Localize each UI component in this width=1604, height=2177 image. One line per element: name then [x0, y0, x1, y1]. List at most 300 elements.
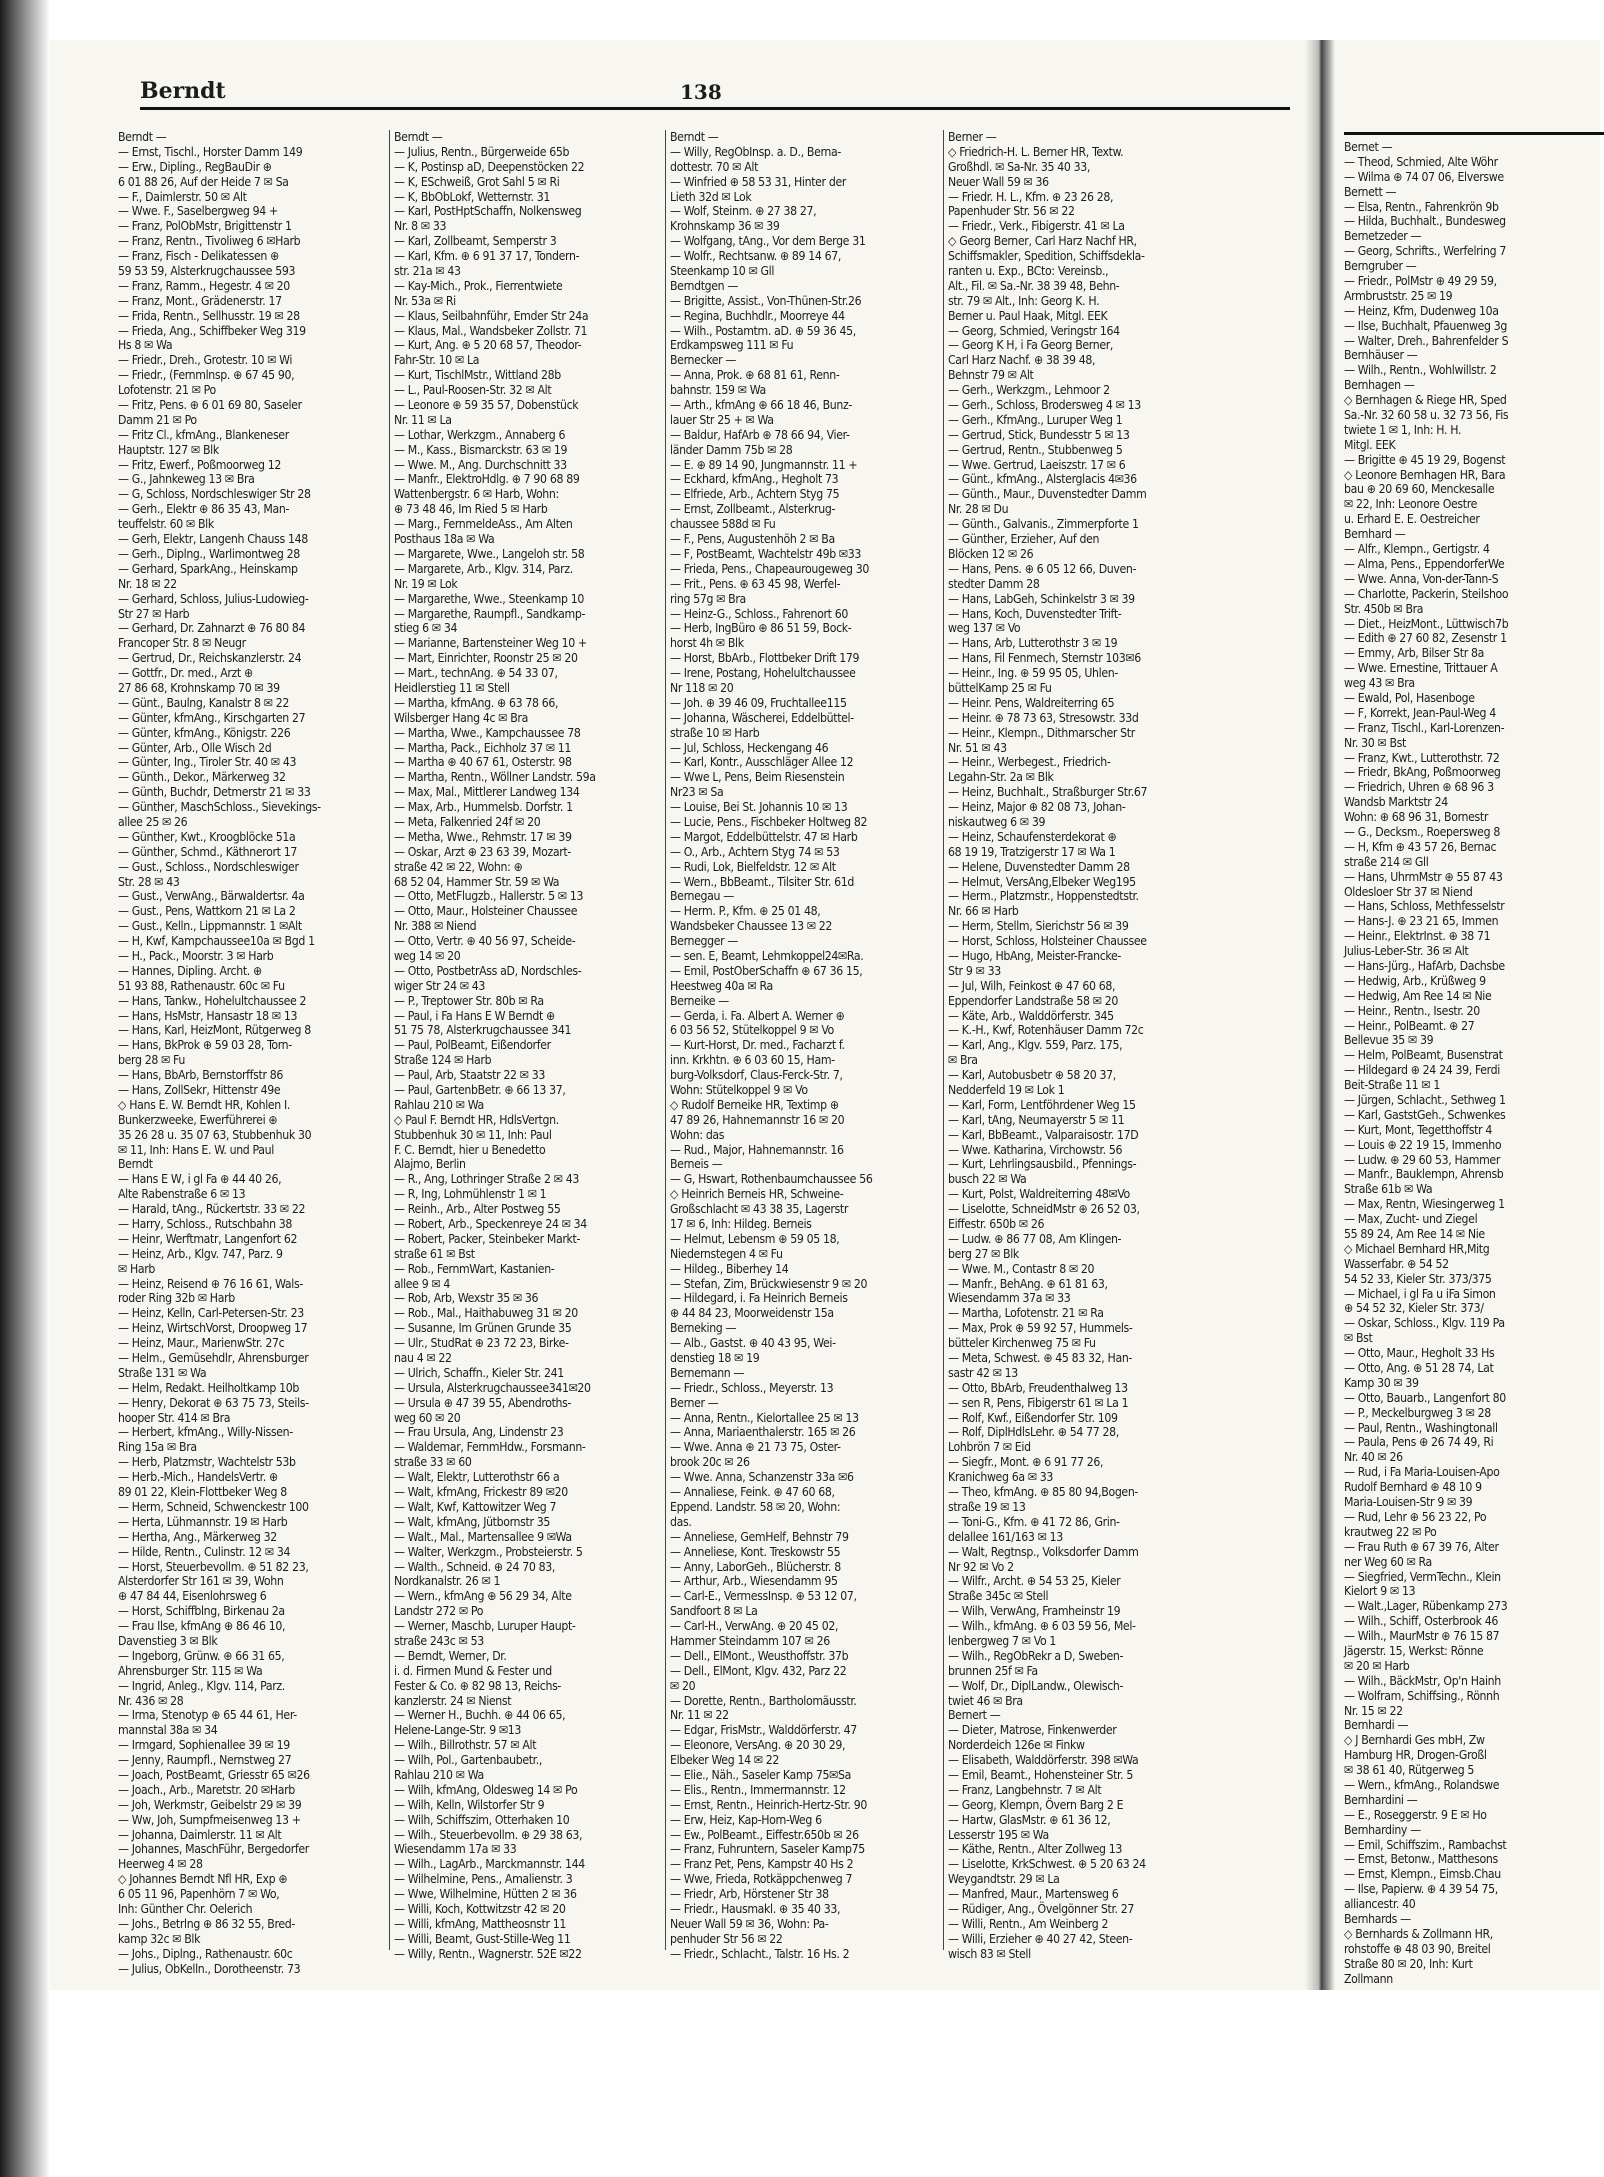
directory-entry: Berndt	[118, 1157, 153, 1172]
directory-entry: — Carl-E., VermessInsp. ⊕ 53 12 07,	[670, 1589, 857, 1604]
directory-entry: — Otto, MetFlugzb., Hallerstr. 5 ✉ 13	[394, 889, 584, 904]
directory-entry: Eppend. Landstr. 58 ✉ 20, Wohn:	[670, 1499, 841, 1514]
directory-entry: 59 53 59, Alsterkrugchaussee 593	[118, 264, 296, 279]
directory-entry: stieg 6 ✉ 34	[394, 621, 458, 636]
directory-entry: ✉ 20	[670, 1678, 696, 1693]
directory-entry: — Günther, Schmd., Käthnerort 17	[118, 844, 297, 859]
directory-entry: — Anneliese, Kont. Treskowstr 55	[670, 1544, 841, 1559]
directory-entry: Oldesloer Str 37 ✉ Niend	[1344, 884, 1473, 899]
directory-entry: — Kurt, Mont, Tegetthoffstr 4	[1344, 1122, 1492, 1137]
directory-entry: str. 21a ✉ 43	[394, 264, 461, 279]
directory-entry: — Günther, MaschSchloss., Sievekings-	[118, 800, 321, 815]
directory-entry: straße 10 ✉ Harb	[670, 725, 760, 740]
directory-entry: hooper Str. 414 ✉ Bra	[118, 1410, 231, 1425]
directory-entry: — Ingeborg, Grünw. ⊕ 66 31 65,	[118, 1648, 285, 1663]
directory-entry: Lohbrön 7 ✉ Eid	[948, 1440, 1031, 1455]
directory-entry: — Friedr., (Fernmlnsp. ⊕ 67 45 90,	[118, 368, 295, 383]
directory-entry: — Ilse, Papierw. ⊕ 4 39 54 75,	[1344, 1882, 1498, 1897]
directory-entry: — Hans E W, i gl Fa ⊕ 44 40 26,	[118, 1172, 282, 1187]
directory-entry: Nedderfeld 19 ✉ Lok 1	[948, 1083, 1065, 1097]
directory-entry: Nr 92 ✉ Vo 2	[948, 1559, 1014, 1574]
directory-entry: — Gottfr., Dr. med., Arzt ⊕	[118, 666, 253, 681]
directory-entry: — Fritz, Ewerf., Poßmoorweg 12	[118, 457, 281, 472]
surname-heading: Bernhards —	[1344, 1911, 1411, 1926]
directory-entry: weg 14 ✉ 20	[394, 948, 461, 963]
directory-entry: — Wwe. Anna, Von-der-Tann-S	[1344, 571, 1499, 586]
directory-entry: Str. 28 ✉ 43	[118, 874, 180, 889]
directory-entry: — Wolfr., Rechtsanw. ⊕ 89 14 67,	[670, 249, 842, 264]
directory-entry: Erdkampsweg 111 ✉ Fu	[670, 338, 794, 353]
directory-entry: Straße 131 ✉ Wa	[118, 1365, 207, 1380]
directory-entry: weg 43 ✉ Bra	[1344, 676, 1415, 691]
directory-entry: — Helm, Redakt. Heilholtkamp 10b	[118, 1380, 300, 1395]
directory-entry: — Wilh, Kelln, Wilstorfer Str 9	[394, 1797, 545, 1812]
directory-entry: ◇ Heinrich Berneis HR, Schweine-	[670, 1187, 844, 1202]
directory-entry: — Herta, Lühmannstr. 19 ✉ Harb	[118, 1514, 288, 1529]
directory-entry: — Paul, i Fa Hans E W Berndt ⊕	[394, 1008, 555, 1023]
directory-entry: — Karl, Form, Lentföhrdener Weg 15	[948, 1097, 1136, 1112]
directory-entry: — Heinr., Werbegest., Friedrich-	[948, 755, 1111, 770]
directory-entry: Behnstr 79 ✉ Alt	[948, 368, 1034, 383]
directory-entry: straße 19 ✉ 13	[948, 1499, 1026, 1514]
directory-entry: — Gust., VerwAng., Bärwaldertsr. 4a	[118, 889, 305, 904]
directory-entry: — Gerhard, SparkAng., Heinskamp	[118, 561, 298, 576]
directory-entry: — F, Korrekt, Jean-Paul-Weg 4	[1344, 705, 1496, 720]
directory-entry: — Herbert, kfmAng., Willy-Nissen-	[118, 1425, 293, 1440]
directory-entry: Carl Harz Nachf. ⊕ 38 39 48,	[948, 353, 1096, 368]
directory-entry: — Joh, Werkmstr, Geibelstr 29 ✉ 39	[118, 1797, 302, 1812]
directory-entry: — Willy, RegObInsp. a. D., Berna-	[670, 144, 842, 159]
directory-entry: Ring 15a ✉ Bra	[118, 1440, 197, 1455]
directory-entry: — Hans, HsMstr, Hansastr 18 ✉ 13	[118, 1008, 298, 1023]
directory-entry: — Michael, i gl Fa u iFa Simon	[1344, 1286, 1496, 1301]
directory-entry: Alte Rabenstraße 6 ✉ 13	[118, 1187, 246, 1202]
directory-entry: Alajmo, Berlin	[394, 1157, 466, 1172]
directory-entry: — Hildeg., Biberhey 14	[670, 1261, 789, 1276]
directory-entry: ◇ Rudolf Berneike HR, Textimp ⊕	[670, 1097, 839, 1112]
directory-entry: — Irma, Stenotyp ⊕ 65 44 61, Her-	[118, 1708, 297, 1723]
directory-entry: Großhdl. ✉ Sa-Nr. 35 40 33,	[948, 159, 1090, 174]
directory-entry: — Mart, Einrichter, Roonstr 25 ✉ 20	[394, 651, 578, 666]
directory-entry: — Gerh., Elektr ⊕ 86 35 43, Man-	[118, 502, 290, 517]
directory-entry: — Hans, UhrmMstr ⊕ 55 87 43	[1344, 869, 1503, 884]
directory-entry: Davenstieg 3 ✉ Blk	[118, 1633, 218, 1648]
directory-entry: — Emmy, Arb, Bilser Str 8a	[1344, 646, 1485, 661]
directory-entry: — Annaliese, Feink. ⊕ 47 60 68,	[670, 1485, 835, 1500]
directory-entry: — Metha, Wwe., Rehmstr. 17 ✉ 39	[394, 829, 572, 844]
directory-entry: 6 03 56 52, Stütelkoppel 9 ✉ Vo	[670, 1023, 834, 1038]
directory-entry: — Margarete, Wwe., Langeloh str. 58	[394, 546, 585, 561]
directory-entry: — Käte, Arb., Walddörferstr. 345	[948, 1008, 1114, 1023]
surname-heading: Bernet —	[1344, 140, 1393, 154]
directory-entry: — Hildegard, i. Fa Heinrich Berneis	[670, 1291, 848, 1306]
directory-entry: ✉ Harb	[118, 1261, 156, 1276]
directory-entry: — Margot, Eddelbüttelstr. 47 ✉ Harb	[670, 829, 858, 844]
directory-entry: — Heinz-G., Schloss., Fahrenort 60	[670, 606, 848, 621]
book-gutter	[1305, 40, 1335, 1990]
column-divider	[665, 130, 666, 1950]
directory-entry: — Hans, Pens. ⊕ 6 05 12 66, Duven-	[948, 561, 1137, 576]
directory-entry: busch 22 ✉ Wa	[948, 1172, 1027, 1187]
directory-entry: — G., Jahnkeweg 13 ✉ Bra	[118, 472, 255, 487]
directory-entry: — Friedr., Schlacht., Talstr. 16 Hs. 2	[670, 1946, 850, 1961]
directory-entry: Nr. 30 ✉ Bst	[1344, 735, 1406, 750]
directory-entry: — Carl-H., VerwAng. ⊕ 20 45 02,	[670, 1619, 839, 1634]
directory-column-4	[948, 130, 1216, 1960]
directory-entry: — Wwe. Ernestine, Trittauer A	[1344, 661, 1498, 676]
directory-entry: Wandsb Marktstr 24	[1344, 795, 1448, 810]
directory-entry: Str 9 ✉ 33	[948, 963, 1001, 978]
directory-entry: — Heinz, Reisend ⊕ 76 16 61, Wals-	[118, 1276, 303, 1291]
directory-entry: ⊕ 73 48 46, Im Ried 5 ✉ Harb	[394, 502, 548, 517]
directory-entry: — Lothar, Werkzgm., Annaberg 6	[394, 427, 566, 442]
directory-entry: — Walt, kfmAng, Frickestr 89 ✉20	[394, 1485, 568, 1500]
directory-entry: — Willi, Beamt, Gust-Stille-Weg 11	[394, 1931, 571, 1946]
directory-entry: — Gerh., Werkzgm., Lehmoor 2	[948, 383, 1110, 398]
directory-entry: Nordkanalstr. 26 ✉ 1	[394, 1574, 501, 1589]
directory-entry: — Wilh., Billrothstr. 57 ✉ Alt	[394, 1738, 537, 1753]
directory-entry: — Karl, BbBeamt., Valparaisostr. 17D	[948, 1127, 1139, 1142]
directory-entry: — Hans, LabGeh, Schinkelstr 3 ✉ 39	[948, 591, 1135, 606]
directory-entry: Hs 8 ✉ Wa	[118, 338, 173, 353]
directory-entry: brunnen 25f ✉ Fa	[948, 1663, 1038, 1678]
directory-entry: — Franz, Kwt., Lutterothstr. 72	[1344, 750, 1500, 765]
directory-entry: straße 33 ✉ 60	[394, 1455, 472, 1470]
directory-entry: Berner u. Paul Haak, Mitgl. EEK	[948, 308, 1108, 323]
directory-entry: — Frieda, Ang., Schiffbeker Weg 319	[118, 323, 306, 338]
directory-entry: roder Ring 32b ✉ Harb	[118, 1291, 235, 1306]
directory-entry: — Karl, Autobusbetr ⊕ 58 20 37,	[948, 1068, 1116, 1083]
directory-entry: — Toni-G., Kfm. ⊕ 41 72 86, Grin-	[948, 1514, 1120, 1529]
directory-entry: — Fritz, Pens. ⊕ 6 01 69 80, Saseler	[118, 398, 302, 413]
directory-entry: büttelKamp 25 ✉ Fu	[948, 680, 1052, 695]
directory-entry: — Wilh., MaurMstr ⊕ 76 15 87	[1344, 1629, 1500, 1644]
directory-entry: — Wilh., Steuerbevollm. ⊕ 29 38 63,	[394, 1827, 583, 1842]
directory-entry: — P., Treptower Str. 80b ✉ Ra	[394, 993, 544, 1008]
directory-entry: — Herm, Stellm, Sierichstr 56 ✉ 39	[948, 919, 1129, 934]
directory-entry: — M., Kass., Bismarckstr. 63 ✉ 19	[394, 442, 568, 457]
directory-entry: 68 19 19, Tratzigerstr 17 ✉ Wa 1	[948, 844, 1116, 859]
directory-entry: — Heinr., PolBeamt. ⊕ 27	[1344, 1018, 1475, 1033]
directory-entry: — Gerhard, Dr. Zahnarzt ⊕ 76 80 84	[118, 621, 306, 636]
directory-entry: — Julius, Rentn., Bürgerweide 65b	[394, 144, 570, 159]
directory-entry: Rudolf Bernhard ⊕ 48 10 9	[1344, 1480, 1482, 1495]
directory-entry: 51 93 88, Rathenaustr. 60c ✉ Fu	[118, 978, 285, 993]
directory-entry: Bellevue 35 ✉ 39	[1344, 1033, 1434, 1048]
directory-entry: stedter Damm 28	[948, 576, 1040, 591]
directory-entry: — Helm., Gemüsehdlr, Ahrensburger	[118, 1351, 309, 1366]
directory-entry: — Walt, Kwf, Kattowitzer Weg 7	[394, 1499, 557, 1514]
directory-entry: — Frida, Rentn., Sellhusstr. 19 ✉ 28	[118, 308, 300, 323]
directory-entry: — Margarethe, Wwe., Steenkamp 10	[394, 591, 584, 606]
directory-entry: 47 89 26, Hahnemannstr 16 ✉ 20	[670, 1112, 845, 1127]
directory-entry: — E., Roseggerstr. 9 E ✉ Ho	[1344, 1807, 1487, 1822]
directory-entry: — Gust., Schloss., Nordschleswiger	[118, 859, 299, 874]
directory-entry: — Willi, Rentn., Am Weinberg 2	[948, 1916, 1109, 1931]
directory-entry: kamp 32c ✉ Blk	[118, 1931, 201, 1946]
directory-entry: Eppendorfer Landstraße 58 ✉ 20	[948, 993, 1118, 1008]
directory-entry: — Paul, Arb, Staatstr 22 ✉ 33	[394, 1068, 546, 1083]
directory-entry: — Martha, Lofotenstr. 21 ✉ Ra	[948, 1306, 1104, 1321]
directory-entry: Nr. 15 ✉ 22	[1344, 1703, 1403, 1718]
directory-entry: Hauptstr. 127 ✉ Blk	[118, 442, 219, 457]
column-divider	[943, 130, 944, 1950]
directory-entry: 55 89 24, Am Ree 14 ✉ Nie	[1344, 1227, 1485, 1242]
directory-entry: — Ernst, Rentn., Heinrich-Hertz-Str. 90	[670, 1797, 867, 1812]
directory-entry: straße 42 ✉ 22, Wohn: ⊕	[394, 859, 523, 874]
directory-entry: wiger Str 24 ✉ 43	[394, 978, 486, 993]
directory-entry: ✉ Bra	[948, 1053, 978, 1068]
directory-entry: — Meta, Falkenried 24f ✉ 20	[394, 814, 541, 829]
directory-column-2	[394, 130, 662, 1960]
directory-entry: — Max, Mal., Mittlerer Landweg 134	[394, 785, 580, 800]
directory-entry: — Kurt, TischlMstr., Wittland 28b	[394, 368, 561, 383]
surname-heading: Berneike —	[670, 993, 729, 1008]
directory-entry: — Wwe. M., Ang. Durchschnitt 33	[394, 457, 567, 472]
directory-entry: Neuer Wall 59 ✉ 36, Wohn: Pa-	[670, 1916, 829, 1931]
directory-entry: Nr. 388 ✉ Niend	[394, 919, 477, 934]
directory-entry: — Heinr., ElektrInst. ⊕ 38 71	[1344, 929, 1491, 944]
directory-entry: — Friedr., Schloss., Meyerstr. 13	[670, 1380, 834, 1395]
directory-entry: — Wilfr., Archt. ⊕ 54 53 25, Kieler	[948, 1574, 1121, 1589]
directory-entry: — Ew., PolBeamt., Eiffestr.650b ✉ 26	[670, 1827, 859, 1842]
directory-entry: Nr 118 ✉ 20	[670, 680, 734, 695]
directory-entry: — Louise, Bei St. Johannis 10 ✉ 13	[670, 800, 848, 815]
directory-entry: — Henry, Dekorat ⊕ 63 75 73, Steils-	[118, 1395, 309, 1410]
directory-entry: Lofotenstr. 21 ✉ Po	[118, 383, 216, 398]
directory-entry: — Elisabeth, Walddörferstr. 398 ✉Wa	[948, 1753, 1139, 1768]
directory-entry: — Helene, Duvenstedter Damm 28	[948, 859, 1130, 874]
directory-entry: — Franz, Fuhruntern, Saseler Kamp75	[670, 1842, 865, 1857]
directory-entry: — Joach., Arb., Maretstr. 20 ✉Harb	[118, 1782, 295, 1797]
directory-entry: — Hans, BbArb, Bernstorffstr 86	[118, 1068, 283, 1083]
directory-entry: — Horst, BbArb., Flottbeker Drift 179	[670, 651, 860, 666]
directory-entry: Bunkerzweeke, Ewerführerei ⊕	[118, 1112, 278, 1127]
directory-entry: — Marg., FernmeldeAss., Am Alten	[394, 517, 573, 532]
directory-entry: Nr. 436 ✉ 28	[118, 1693, 184, 1708]
directory-entry: Elbeker Weg 14 ✉ 22	[670, 1753, 780, 1768]
directory-entry: berg 27 ✉ Blk	[948, 1246, 1019, 1261]
directory-entry: — Manfr., Bauklempn, Ahrensb	[1344, 1167, 1504, 1182]
directory-entry: Heerweg 4 ✉ 28	[118, 1857, 203, 1872]
directory-entry: — Hilda, Buchhalt., Bundesweg	[1344, 214, 1506, 229]
directory-column-right	[1344, 140, 1604, 1986]
directory-entry: — Reinh., Arb., Alter Postweg 55	[394, 1202, 561, 1217]
directory-entry: — Margarethe, Raumpfl., Sandkamp-	[394, 606, 586, 621]
directory-entry: — Ursula, Alsterkrugchaussee341✉20	[394, 1380, 591, 1395]
directory-entry: — Jul, Schloss, Heckengang 46	[670, 740, 829, 755]
directory-entry: — Meta, Schwest. ⊕ 45 83 32, Han-	[948, 1351, 1133, 1366]
directory-entry: — Käthe, Rentn., Alter Zollweg 13	[948, 1842, 1123, 1857]
directory-entry: Papenhuder Str. 56 ✉ 22	[948, 204, 1075, 219]
directory-entry: Str. 450b ✉ Bra	[1344, 601, 1424, 616]
directory-entry: — Günter, Ing., Tiroler Str. 40 ✉ 43	[118, 755, 297, 770]
directory-entry: — Elie., Näh., Saseler Kamp 75✉Sa	[670, 1767, 851, 1782]
directory-entry: — Friedr., PolMstr ⊕ 49 29 59,	[1344, 274, 1497, 289]
directory-entry: Posthaus 18a ✉ Wa	[394, 532, 495, 547]
directory-entry: — Wilh, kfmAng, Oldesweg 14 ✉ Po	[394, 1782, 578, 1797]
directory-entry: — Hilde, Rentn., Culinstr. 12 ✉ 34	[118, 1544, 291, 1559]
directory-entry: — Martha, kfmAng. ⊕ 63 78 66,	[394, 695, 559, 710]
surname-heading: Bernhard —	[1344, 527, 1406, 542]
directory-entry: — Hans, Karl, HeizMont, Rütgerweg 8	[118, 1023, 311, 1038]
directory-entry: — Karl, Kfm. ⊕ 6 91 37 17, Tondern-	[394, 249, 580, 264]
directory-entry: — Walter, Dreh., Bahrenfelder S	[1344, 333, 1509, 348]
directory-entry: — Anna, Rentn., Kielortallee 25 ✉ 13	[670, 1410, 859, 1425]
directory-entry: — Paul, PolBeamt, Eißendorfer	[394, 1038, 551, 1053]
surname-heading: Bernert —	[948, 1708, 1001, 1723]
directory-entry: — Franz, Fisch - Delikatessen ⊕	[118, 249, 279, 264]
directory-entry: — sen R, Pens, Fibigerstr 61 ✉ La 1	[948, 1395, 1129, 1410]
directory-entry: — Oskar, Arzt ⊕ 23 63 39, Mozart-	[394, 844, 571, 859]
directory-entry: — Heinz, Kfm, Dudenweg 10a	[1344, 303, 1499, 318]
directory-entry: — R, Ing, Lohmühlenstr 1 ✉ 1	[394, 1187, 547, 1202]
directory-entry: — Eleonore, VersAng. ⊕ 20 30 29,	[670, 1738, 846, 1753]
surname-heading: Berngruber —	[1344, 259, 1417, 274]
directory-entry: sastr 42 ✉ 13	[948, 1365, 1018, 1380]
directory-entry: Straße 345c ✉ Stell	[948, 1589, 1049, 1604]
binding-shadow	[0, 0, 50, 2177]
directory-entry: — Frau Ilse, kfmAng ⊕ 86 46 10,	[118, 1619, 286, 1634]
directory-entry: — Frieda, Pens., Chapeaurougeweg 30	[670, 561, 870, 576]
directory-entry: — Ludw. ⊕ 29 60 53, Hammer	[1344, 1152, 1500, 1167]
directory-entry: — Karl, Ang., Klgv. 559, Parz. 175,	[948, 1038, 1123, 1053]
directory-entry: — Werner H., Buchh. ⊕ 44 06 65,	[394, 1708, 566, 1723]
directory-entry: — Joach, PostBeamt, Griesstr 65 ✉26	[118, 1767, 310, 1782]
directory-entry: — Günth., Maur., Duvenstedter Damm	[948, 487, 1147, 502]
directory-entry: penhuder Str 56 ✉ 22	[670, 1931, 783, 1946]
directory-entry: — Jürgen, Schlacht., Sethweg 1	[1344, 1093, 1506, 1107]
directory-entry: — Horst, Steuerbevollm. ⊕ 51 82 23,	[118, 1559, 309, 1574]
directory-entry: — Walt, Regtnsp., Volksdorfer Damm	[948, 1544, 1139, 1559]
directory-entry: — Manfr., ElektroHdlg. ⊕ 7 90 68 89	[394, 472, 580, 487]
directory-entry: — Günth., Dekor., Märkerweg 32	[118, 770, 286, 785]
directory-entry: — Ww, Joh, Sumpfmeisenweg 13 +	[118, 1812, 301, 1827]
directory-entry: — Wwe L, Pens, Beim Riesenstein	[670, 770, 845, 785]
surname-heading: Berner —	[948, 130, 997, 144]
directory-entry: chaussee 588d ✉ Fu	[670, 517, 776, 532]
directory-entry: — Dieter, Matrose, Finkenwerder	[948, 1723, 1117, 1738]
directory-entry: — Heinr., Ing. ⊕ 59 95 05, Uhlen-	[948, 666, 1118, 681]
directory-entry: — Rud, i Fa Maria-Louisen-Apo	[1344, 1465, 1500, 1480]
surname-heading: Bernetzeder —	[1344, 229, 1422, 244]
surname-heading: Bernegau —	[670, 889, 734, 904]
directory-entry: — Wolfram, Schiffsing., Rönnh	[1344, 1688, 1500, 1703]
directory-entry: — Ewald, Pol, Hasenboge	[1344, 690, 1475, 705]
directory-entry: — Gerh, Elektr, Langenh Chauss 148	[118, 532, 308, 547]
directory-entry: Armbruststr. 25 ✉ 19	[1344, 288, 1453, 303]
surname-heading: Bernhagen —	[1344, 378, 1415, 393]
directory-entry: — K, BbObLokf, Wetternstr. 31	[394, 189, 551, 204]
directory-entry: — Wwe. Gertrud, Laeiszstr. 17 ✉ 6	[948, 457, 1126, 472]
directory-entry: — Hans, Tankw., Hohelultchaussee 2	[118, 993, 307, 1008]
directory-entry: alliancestr. 40	[1344, 1897, 1416, 1912]
directory-entry: Straße 61b ✉ Wa	[1344, 1182, 1433, 1197]
directory-entry: — F., Daimlerstr. 50 ✉ Alt	[118, 189, 247, 204]
directory-entry: — Hans, Fil Fenmech, Sternstr 103✉6	[948, 651, 1141, 666]
directory-entry: — Alb., Gastst. ⊕ 40 43 95, Wei-	[670, 1336, 836, 1351]
directory-entry: — Susanne, Im Grünen Grunde 35	[394, 1321, 572, 1336]
directory-entry: — Karl, PostHptSchaffn, Nolkensweg	[394, 204, 582, 219]
directory-entry: — Walt., Mal., Martensallee 9 ✉Wa	[394, 1529, 572, 1544]
directory-entry: Norderdeich 126e ✉ Finkw	[948, 1738, 1085, 1753]
directory-entry: — Hertha, Ang., Märkerweg 32	[118, 1529, 277, 1544]
directory-entry: inn. Krkhtn. ⊕ 6 03 60 15, Ham-	[670, 1053, 835, 1068]
directory-entry: — Otto, Ang. ⊕ 51 28 74, Lat	[1344, 1361, 1494, 1376]
directory-entry: — Rolf, DiplHdlsLehr. ⊕ 54 77 28,	[948, 1425, 1119, 1440]
surname-heading: Berndt —	[118, 130, 167, 144]
directory-entry: — Rob, Arb, Wexstr 35 ✉ 36	[394, 1291, 539, 1306]
directory-entry: — Martha ⊕ 40 67 61, Osterstr. 98	[394, 755, 572, 770]
directory-entry: — Friedr. H. L., Kfm. ⊕ 23 26 28,	[948, 189, 1114, 204]
directory-entry: — Wilh., Schiff, Osterbrook 46	[1344, 1614, 1498, 1629]
directory-entry: delallee 161/163 ✉ 13	[948, 1529, 1063, 1544]
directory-entry: — Herm, Schneid, Schwenckestr 100	[118, 1499, 309, 1514]
directory-entry: Nr. 11 ✉ La	[394, 412, 452, 427]
directory-entry: — Theo, kfmAng. ⊕ 85 80 94,Bogen-	[948, 1485, 1139, 1500]
directory-entry: — Heinr, Werftmatr, Langenfort 62	[118, 1231, 298, 1246]
directory-entry: — Helmut, VersAng,Elbeker Weg195	[948, 874, 1136, 889]
directory-entry: — Wilhelmine, Pens., Amalienstr. 3	[394, 1872, 573, 1887]
directory-entry: Heestweg 40a ✉ Ra	[670, 978, 773, 993]
header-rule	[140, 107, 1290, 110]
directory-entry: — Johannes, MaschFühr, Bergedorfer	[118, 1842, 309, 1857]
directory-entry: rohstoffe ⊕ 48 03 90, Breitel	[1344, 1941, 1491, 1956]
surname-heading: Bernhardiny —	[1344, 1822, 1421, 1837]
directory-entry: — Waldemar, FernmHdw., Forsmann-	[394, 1440, 586, 1455]
directory-entry: — Otto, PostbetrAss aD, Nordschles-	[394, 963, 582, 978]
directory-entry: — Irene, Postang, Hohelultchaussee	[670, 666, 856, 681]
directory-entry: — Jul, Wilh, Feinkost ⊕ 47 60 68,	[948, 978, 1116, 993]
directory-entry: — O., Arb., Achtern Styg 74 ✉ 53	[670, 844, 840, 859]
directory-entry: bütteler Kirchenweg 75 ✉ Fu	[948, 1336, 1096, 1351]
directory-entry: — Johanna, Daimlerstr. 11 ✉ Alt	[118, 1827, 282, 1842]
directory-entry: — K.-H., Kwf, Rotenhäuser Damm 72c	[948, 1023, 1144, 1038]
directory-entry: — Herb, IngBüro ⊕ 86 51 59, Bock-	[670, 621, 852, 636]
directory-entry: — Günter, kfmAng., Kirschgarten 27	[118, 710, 306, 725]
directory-entry: — E. ⊕ 89 14 90, Jungmannstr. 11 +	[670, 457, 858, 472]
directory-entry: — Herb.-Mich., HandelsVertr. ⊕	[118, 1470, 278, 1485]
directory-entry: 89 01 22, Klein-Flottbeker Weg 8	[118, 1485, 287, 1500]
directory-entry: — Baldur, HafArb ⊕ 78 66 94, Vier-	[670, 427, 850, 442]
directory-entry: Wilsberger Hang 4c ✉ Bra	[394, 710, 528, 725]
directory-entry: — Dell., ElMont, Klgv. 432, Parz 22	[670, 1663, 847, 1678]
directory-entry: — Wwe, Frieda, Rotkäppchenweg 7	[670, 1872, 853, 1887]
directory-entry: Nr. 53a ✉ Ri	[394, 293, 456, 308]
directory-entry: — Wolfgang, tAng., Vor dem Berge 31	[670, 234, 866, 249]
directory-entry: Mitgl. EEK	[1344, 437, 1396, 452]
directory-entry: denstieg 18 ✉ 19	[670, 1351, 760, 1366]
directory-entry: Wohn: ⊕ 68 96 31, Bornestr	[1344, 810, 1488, 825]
directory-entry: Wiesendamm 37a ✉ 33	[948, 1291, 1071, 1306]
directory-entry: — Wilh., BäckMstr, Op'n Hainh	[1344, 1673, 1501, 1688]
directory-entry: — Anny, LaborGeh., Blücherstr. 8	[670, 1559, 841, 1574]
directory-entry: — Johanna, Wäscherei, Eddelbüttel-	[670, 710, 854, 725]
directory-entry: — Emil, Beamt., Hohensteiner Str. 5	[948, 1767, 1133, 1782]
directory-entry: — Hans, ZollSekr, Hittenstr 49e	[118, 1083, 281, 1097]
directory-entry: — Georg, Schrifts., Werfelring 7	[1344, 244, 1506, 259]
directory-entry: — Günter, Arb., Olle Wisch 2d	[118, 740, 272, 755]
directory-entry: Beit-Straße 11 ✉ 1	[1344, 1078, 1440, 1093]
directory-entry: — Gerh., Diplng., Warlimontweg 28	[118, 546, 300, 561]
directory-entry: — Alfr., Klempn., Gertigstr. 4	[1344, 542, 1490, 557]
directory-entry: Nr. 66 ✉ Harb	[948, 904, 1019, 919]
directory-entry: — Franz, Rentn., Tivoliweg 6 ✉Harb	[118, 234, 301, 249]
directory-entry: — Georg, Klempn, Övern Barg 2 E	[948, 1797, 1124, 1812]
directory-entry: ⊕ 44 84 23, Moorweidenstr 15a	[670, 1306, 834, 1321]
directory-entry: — Horst, Schloss, Holsteiner Chaussee	[948, 934, 1147, 949]
directory-entry: — Karl, Kontr., Ausschläger Allee 12	[670, 755, 854, 770]
